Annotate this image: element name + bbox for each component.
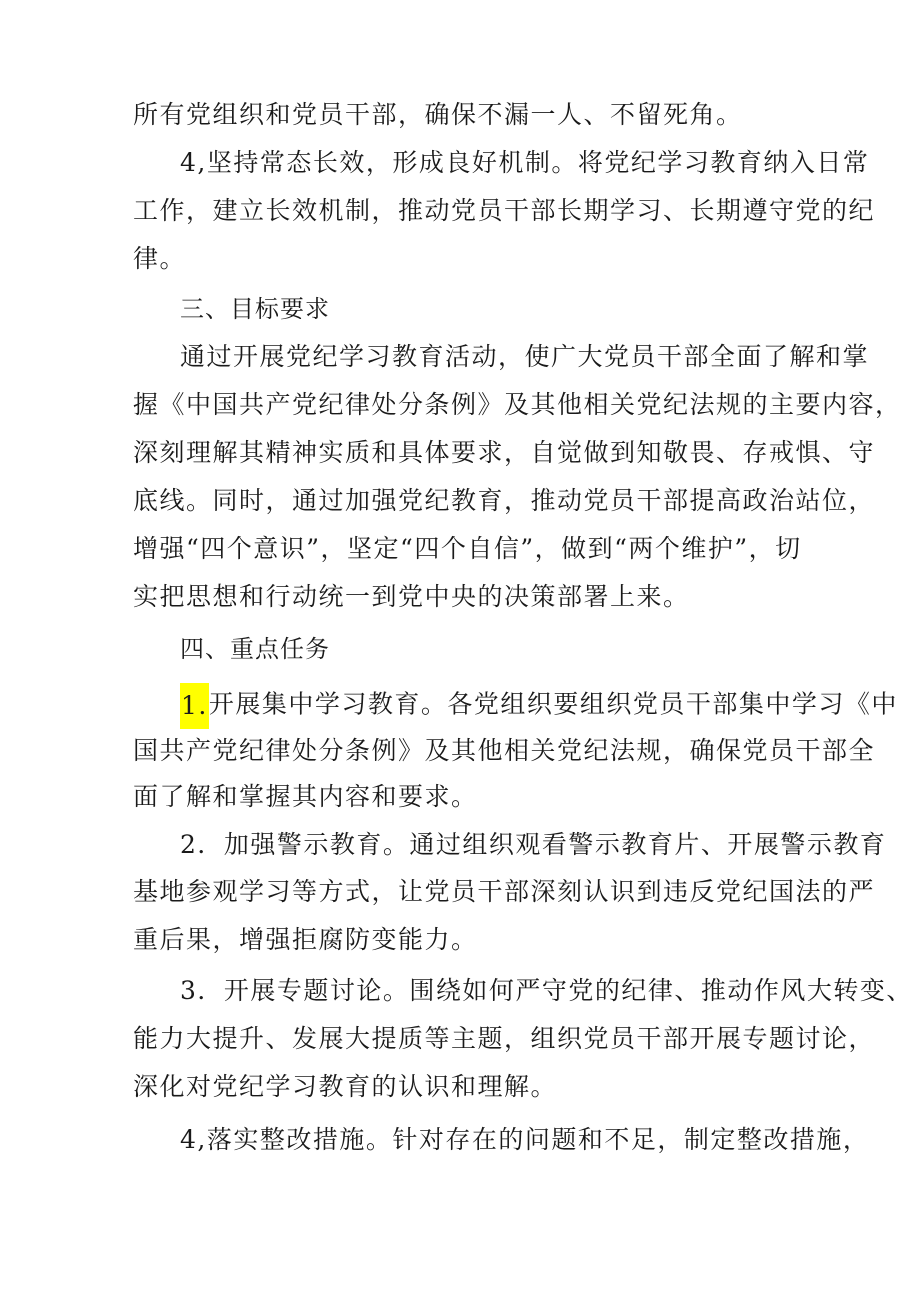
body-line: 握《中国共产党纪律处分条例》及其他相关党纪法规的主要内容， [133, 390, 902, 419]
body-line: 4,落实整改措施。针对存在的问题和不足，制定整改措施， [180, 1125, 870, 1154]
body-line: 深化对党纪学习教育的认识和理解。 [133, 1072, 558, 1101]
body-line: 重后果，增强拒腐防变能力。 [133, 925, 478, 954]
body-text: 开展集中学习教育。各党组织要组织党员干部集中学习《中 [208, 689, 898, 719]
section-heading-tasks: 四、重点任务 [180, 635, 330, 663]
body-line: 基地参观学习等方式，让党员干部深刻认识到违反党纪国法的严 [133, 877, 876, 906]
body-line: 能力大提升、发展大提质等主题，组织党员干部开展专题讨论， [133, 1024, 876, 1053]
body-line: 通过开展党纪学习教育活动，使广大党员干部全面了解和掌 [180, 342, 870, 371]
body-line: 4,坚持常态长效，形成良好机制。将党纪学习教育纳入日常 [180, 148, 870, 177]
body-line: 所有党组织和党员干部，确保不漏一人、不留死角。 [133, 100, 743, 129]
section-heading-goals: 三、目标要求 [180, 295, 330, 323]
body-line: 2．加强警示教育。通过组织观看警示教育片、开展警示教育 [180, 830, 887, 859]
body-line: 底线。同时，通过加强党纪教育，推动党员干部提高政治站位， [133, 486, 876, 515]
body-line: 律。 [133, 244, 187, 273]
body-line: 国共产党纪律处分条例》及其他相关党纪法规，确保党员干部全 [133, 736, 876, 765]
highlighted-number: 1. [180, 683, 209, 729]
body-line: 实把思想和行动统一到党中央的决策部署上来。 [133, 582, 690, 611]
body-line: 深刻理解其精神实质和具体要求，自觉做到知敬畏、存戒惧、守 [133, 438, 876, 467]
body-line: 面了解和掌握其内容和要求。 [133, 782, 478, 811]
body-line-highlighted [180, 683, 898, 729]
body-line: 增强“四个意识”，坚定“四个自信”，做到“两个维护”，切 [133, 534, 802, 563]
body-line: 3．开展专题讨论。围绕如何严守党的纪律、推动作风大转变、 [180, 976, 913, 1005]
body-line: 工作，建立长效机制，推动党员干部长期学习、长期遵守党的纪 [133, 196, 876, 225]
